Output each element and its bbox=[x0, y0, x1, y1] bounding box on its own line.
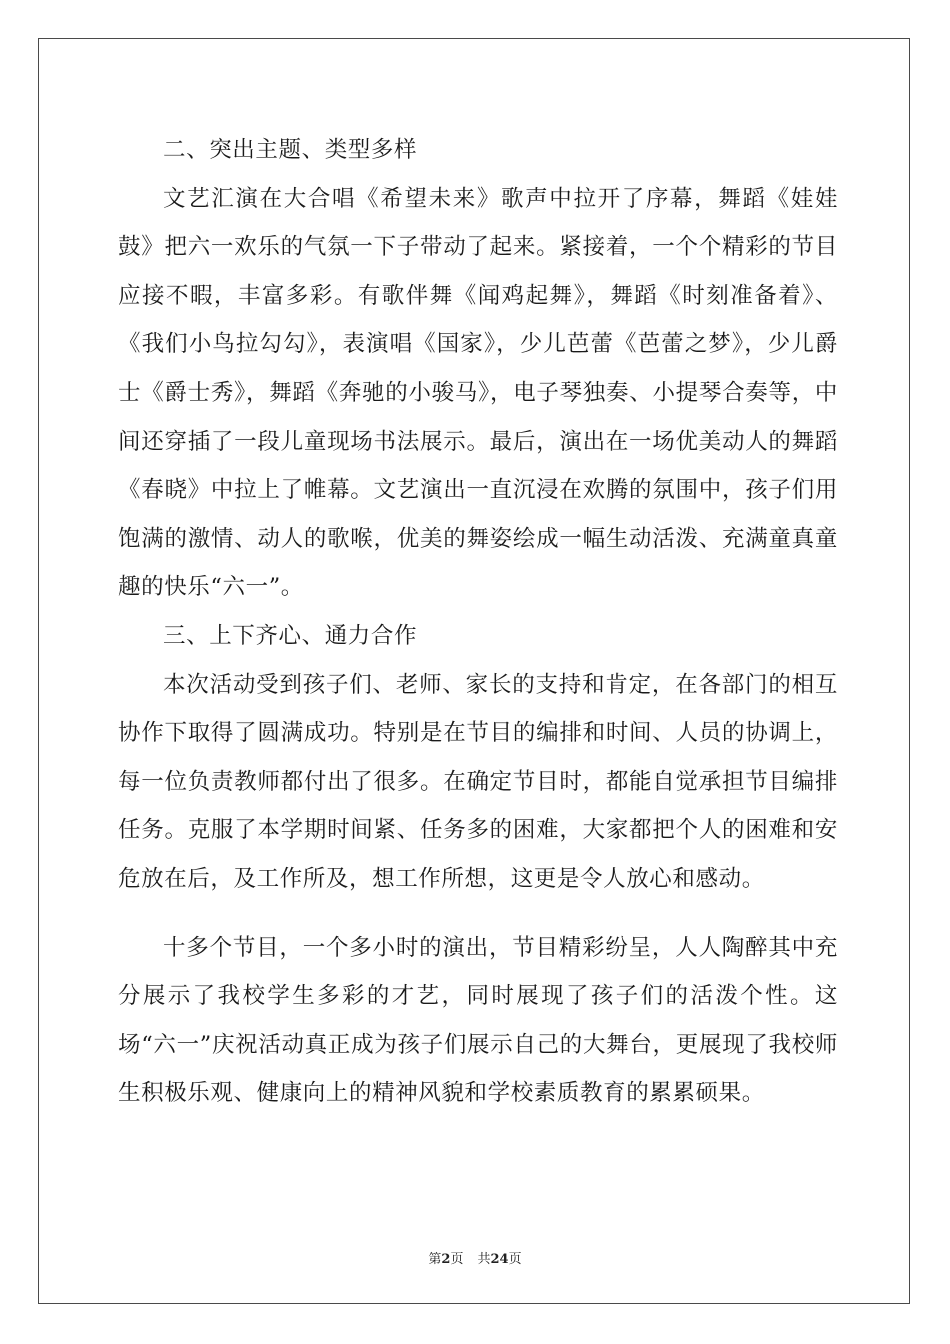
section-heading-3: 三、上下齐心、通力合作 bbox=[163, 622, 418, 649]
total-suffix: 页 bbox=[508, 1252, 522, 1267]
paragraph-summary: 十多个节目，一个多小时的演出，节目精彩纷呈，人人陶醉其中充分展示了我校学生多彩的才艺，同时展现了孩子们的活泼个性。这场“六一”庆祝活动真正成为孩子们展示自己的大舞台，更展现了我校师生积极乐观、健康向上的精神风貌和学校素质教育的累累硕果。 bbox=[118, 934, 838, 1107]
section-heading-2: 二、突出主题、类型多样 bbox=[163, 137, 418, 163]
total-pages: 24 bbox=[490, 1252, 509, 1267]
page-prefix: 第 bbox=[428, 1252, 442, 1267]
paragraph-cooperation: 本次活动受到孩子们、老师、家长的支持和肯定，在各部门的相互协作下取得了圆满成功。特别是在节目的编排和时间、人员的协调上，每一位负责教师都付出了很多。在确定节目时，都能自觉承担节目编排任务。克服了本学期时间紧、任务多的困难，大家都把个人的困难和安危放在后，及工作所及，想工作所想，这更是令人放心和感动。 bbox=[118, 671, 838, 892]
page-footer bbox=[0, 1248, 950, 1267]
document-body bbox=[118, 126, 838, 1118]
paragraph-gap bbox=[118, 904, 838, 924]
page-number: 2 bbox=[441, 1252, 451, 1267]
paragraph-performance: 文艺汇演在大合唱《希望未来》歌声中拉开了序幕，舞蹈《娃娃鼓》把六一欢乐的气氛一下子带动了起来。紧接着，一个个精彩的节目应接不暇，丰富多彩。有歌伴舞《闻鸡起舞》，舞蹈《时刻准备着》、《我们小鸟拉勾勾》，表演唱《国家》，少儿芭蕾《芭蕾之梦》，少儿爵士《爵士秀》，舞蹈《奔驰的小骏马》，电子琴独奏、小提琴合奏等，中间还穿插了一段儿童现场书法展示。最后，演出在一场优美动人的舞蹈《春晓》中拉上了帷幕。文艺演出一直沉浸在欢腾的氛围中，孩子们用饱满的激情、动人的歌喉，优美的舞姿绘成一幅生动活泼、充满童真童趣的快乐“六一”。 bbox=[118, 185, 838, 601]
page-suffix: 页 bbox=[450, 1252, 464, 1267]
total-prefix: 共 bbox=[477, 1252, 491, 1267]
